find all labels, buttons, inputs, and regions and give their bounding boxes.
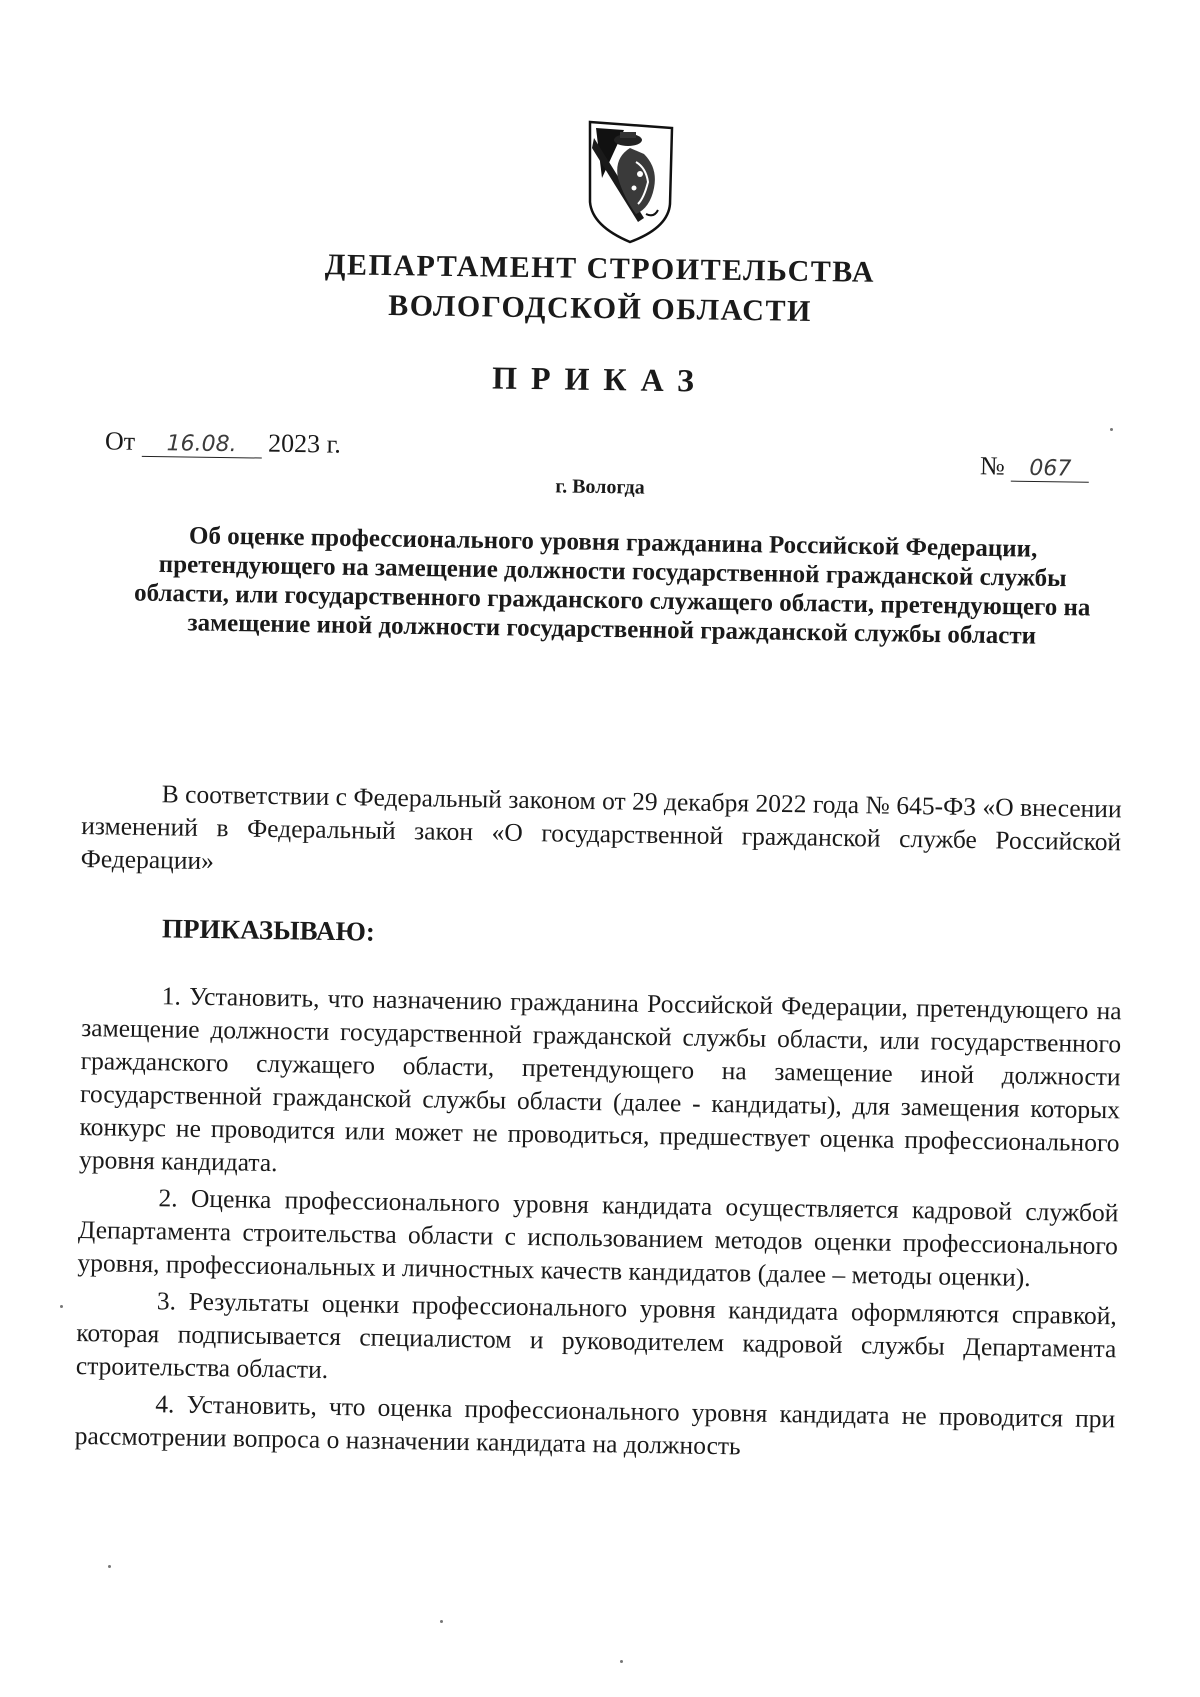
coat-of-arms-emblem	[584, 118, 678, 246]
preamble-paragraph: В соответствии с Федеральный законом от 29 декабря 2022 года № 645-ФЗ «О внесении изменений в Федеральный закон «О государственной гражданской службе Российской Федерации»	[80, 779, 1122, 876]
scan-speck	[440, 1620, 443, 1623]
scan-speck	[60, 1305, 63, 1308]
order-points	[74, 978, 1121, 1472]
number-prefix: №	[979, 451, 1006, 481]
city-name: г. Вологда	[555, 475, 645, 499]
date-handwritten: 16.08.	[141, 431, 261, 459]
department-name-line2: ВОЛОГОДСКОЙ ОБЛАСТИ	[387, 289, 813, 328]
order-point-3: 3. Результаты оценки профессионального уровня кандидата оформляются справкой, которая подписывается специалистом и руководителем кадровой службы Департамента строительства области.	[75, 1286, 1118, 1384]
date-prefix: От	[104, 426, 136, 456]
order-point-1: 1. Установить, что назначению гражданина Российской Федерации, претендующего на замещение должности государственной гражданской службы области, или государственного гражданского служащего области, претендующего на замещение иной должности государственной гражданской службы области (далее - кандидаты), для замещения которых конкурс не проводится или может не проводиться, предшествует оценка профессионального уровня кандидата.	[78, 981, 1122, 1178]
scan-speck	[620, 1660, 623, 1663]
date-suffix: 2023 г.	[267, 428, 342, 459]
order-point-2: 2. Оценка профессионального уровня кандидата осуществляется кадровой службой Департамента строительства области с использованием методов оценки профессионального уровня, профессиональных и личностных качеств кандидатов (далее – методы оценки).	[77, 1183, 1119, 1292]
order-number	[980, 451, 1090, 483]
department-name-line1: ДЕПАРТАМЕНТ СТРОИТЕЛЬСТВА	[324, 248, 876, 289]
orders-heading: ПРИКАЗЫВАЮ:	[161, 913, 376, 947]
number-handwritten: 067	[1011, 456, 1089, 483]
order-point-4: 4. Установить, что оценка профессионального уровня кандидата не проводится при рассмотрении вопроса о назначении кандидата на должность	[74, 1389, 1116, 1461]
order-date	[105, 426, 341, 459]
document-type-title: ПРИКАЗ	[491, 359, 709, 399]
scan-speck	[1110, 428, 1113, 431]
scan-speck	[108, 1565, 111, 1568]
order-subject: Об оценке профессионального уровня гражданина Российской Федерации, претендующего на замещение должности государственной гражданской службы области, или государственного гражданского служащего области, претендующего на замещение иной должности государственной гражданской службы области	[133, 522, 1091, 650]
